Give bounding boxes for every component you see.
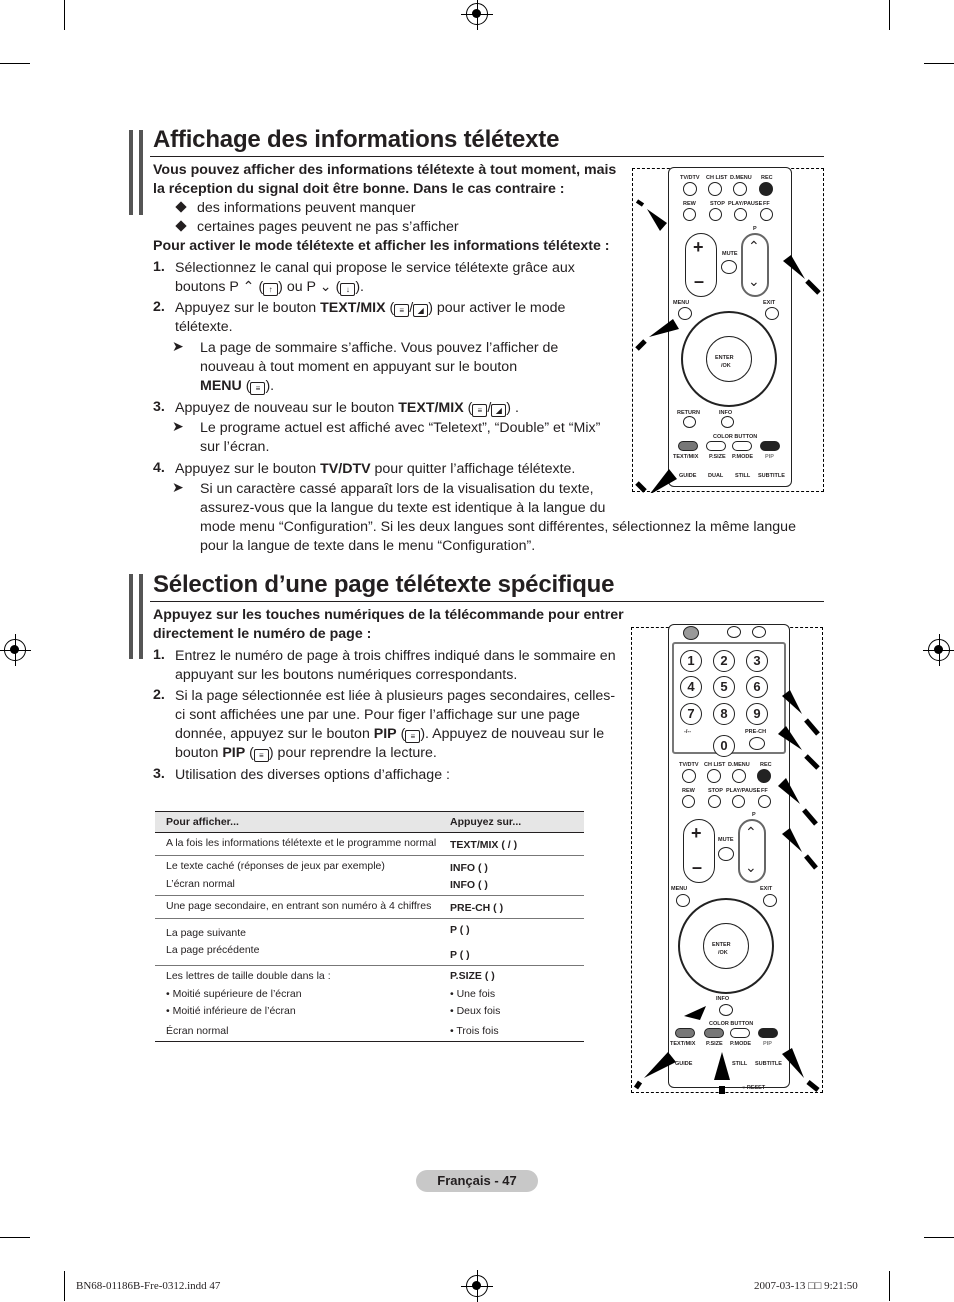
remote-label: REC (761, 175, 773, 181)
step-text: Entrez le numéro de page à trois chiffres indiqué dans le sommaire en (175, 648, 616, 664)
remote-label: MENU (673, 300, 690, 306)
table-cell: Les lettres de taille double dans la : (166, 970, 331, 982)
table-cell: Le texte caché (réponses de jeux par exemple) (166, 860, 385, 872)
digit-button[interactable]: 6 (746, 676, 768, 698)
remote-label: RETURN (677, 410, 700, 416)
plus-icon: + (691, 823, 702, 843)
pip-icon: ≡ (254, 749, 269, 762)
teletext-icon: ≡ (472, 404, 487, 417)
plus-icon: + (693, 237, 704, 257)
section-title: Sélection d’une page télétexte spécifique (153, 571, 615, 598)
remote-label: TV/DTV (679, 762, 699, 768)
table-cell: La page précédente (166, 944, 260, 956)
table-cell: • Moitié inférieure de l’écran (166, 1005, 296, 1017)
note-text: La page de sommaire s’affiche. Vous pouvez l’afficher de (200, 340, 559, 356)
step-text: Sélectionnez le canal qui propose le service télétexte grâce aux (175, 260, 575, 276)
remote-label: -/-- (684, 729, 692, 735)
step-text: télétexte. (175, 319, 233, 335)
table-rule (155, 811, 584, 812)
table-cell: • Trois fois (450, 1025, 499, 1037)
bullet-icon (175, 201, 186, 212)
note-arrow-icon: ➤ (172, 418, 184, 434)
mix-icon: ◢ (413, 304, 428, 317)
remote-label: /OK (721, 363, 731, 369)
remote-label: STILL (732, 1061, 748, 1067)
step-text: Appuyez de nouveau sur le bouton TEXT/MIX ( ≡ / ◢ ) . (175, 400, 519, 416)
chevron-up-icon: ⌃ (242, 279, 255, 295)
section-rule (150, 601, 824, 602)
remote-label: D.MENU (728, 762, 750, 768)
channel-down-icon: ↓ (340, 283, 355, 296)
remote-label: P (752, 812, 756, 818)
crop-mark (924, 1237, 954, 1238)
note-text: mode menu “Configuration”. Si les deux langues sont différentes, sélectionnez la même langue (200, 519, 796, 535)
remote-label: EXIT (763, 300, 776, 306)
note-text: Si un caractère cassé apparaît lors de la visualisation du texte, (200, 481, 594, 497)
table-cell: • Deux fois (450, 1005, 501, 1017)
remote-label: PIP (763, 1041, 772, 1047)
registration-mark-icon (466, 1275, 488, 1297)
remote-label: ENTER (712, 942, 731, 948)
table-cell: • Moitié supérieure de l’écran (166, 988, 302, 1000)
digit-button[interactable]: 8 (713, 703, 735, 725)
intro-text: la réception du signal doit être bonne. Dans le cas contraire : (153, 181, 565, 197)
step-text: boutons P ⌃ ( ↑ ) ou P ⌄ ( ↓ ). (175, 279, 364, 295)
section-title: Affichage des informations télétexte (153, 126, 560, 153)
table-rule (155, 918, 584, 919)
step-number: 1. (153, 647, 165, 663)
channel-up-icon: ↑ (263, 283, 278, 296)
note-text: pour la langue de texte dans le menu “Configuration”. (200, 538, 536, 554)
registration-mark-icon (4, 639, 26, 661)
crop-mark (64, 0, 65, 30)
step-text: Si la page sélectionnée est liée à plusieurs pages secondaires, celles- (175, 688, 616, 704)
minus-icon: – (692, 857, 703, 877)
table-rule (155, 965, 584, 966)
page-number-badge: Français - 47 (416, 1170, 538, 1192)
remote-label: PRE-CH (745, 729, 767, 735)
remote-label: SUBTITLE (755, 1061, 782, 1067)
remote-label: D.MENU (730, 175, 752, 181)
minus-icon: – (694, 271, 705, 291)
note-text: Le programe actuel est affiché avec “Teletext”, “Double” et “Mix” (200, 420, 601, 436)
remote-label: FF (761, 788, 768, 794)
remote-label: EXIT (760, 886, 773, 892)
remote-label: REW (683, 201, 696, 207)
chevron-up-icon: ⌃ (745, 824, 757, 840)
table-cell: A la fois les informations télétexte et le programme normal (166, 837, 437, 849)
note-arrow-icon: ➤ (172, 479, 184, 495)
remote-label: GUIDE (675, 1061, 693, 1067)
chevron-down-icon: ⌄ (319, 279, 332, 295)
remote-label: P.MODE (730, 1041, 751, 1047)
intro-text: Vous pouvez afficher des informations télétexte à tout moment, mais (153, 162, 617, 178)
table-cell: INFO ( ) (450, 862, 488, 874)
remote-label: DUAL (708, 473, 724, 479)
reset-circle-icon: ○ (742, 1085, 746, 1091)
pointer-arrows (633, 169, 825, 493)
teletext-icon: ≡ (394, 304, 409, 317)
crop-mark (889, 0, 890, 30)
crop-mark (0, 63, 30, 64)
table-rule (155, 855, 584, 856)
remote-label: P.MODE (732, 454, 753, 460)
section-marker (129, 574, 143, 659)
bullet-item: certaines pages peuvent ne pas s’afficher (197, 219, 459, 235)
remote-label: P (753, 226, 757, 232)
remote-label: FF (763, 201, 770, 207)
note-arrow-icon: ➤ (172, 338, 184, 354)
section-rule (150, 156, 824, 157)
table-cell: • Une fois (450, 988, 496, 1000)
intro-text: directement le numéro de page : (153, 626, 372, 642)
crop-mark (64, 1271, 65, 1301)
step-text: donnée, appuyez sur le bouton PIP ( ≡ ). Appuyez de nouveau sur le (175, 726, 605, 742)
registration-mark-icon (928, 639, 950, 661)
remote-illustration (631, 627, 823, 1093)
chevron-up-icon: ⌃ (748, 238, 760, 254)
table-cell: PRE-CH ( ) (450, 902, 504, 914)
remote-label: REW (682, 788, 695, 794)
step-number: 2. (153, 687, 165, 703)
chevron-down-icon: ⌄ (748, 273, 760, 289)
note-text: MENU ( ≡ ). (200, 378, 275, 394)
remote-label: INFO (719, 410, 733, 416)
print-slug: 2007-03-13 □□ 9:21:50 (754, 1280, 858, 1292)
crop-mark (889, 1271, 890, 1301)
bullet-item: des informations peuvent manquer (197, 200, 416, 216)
table-rule (155, 1041, 584, 1042)
note-text: assurez-vous que la langue du texte est identique à la langue du (200, 500, 606, 516)
table-cell: Écran normal (166, 1025, 229, 1037)
step-number: 2. (153, 299, 165, 315)
remote-label: P.SIZE (709, 454, 726, 460)
pointer-arrows (632, 628, 824, 1094)
digit-button[interactable]: 7 (680, 703, 702, 725)
registration-mark-icon (466, 3, 488, 25)
remote-label: CH LIST (704, 762, 726, 768)
table-cell: La page suivante (166, 927, 246, 939)
activate-heading: Pour activer le mode télétexte et afficher les informations télétexte : (153, 238, 610, 254)
crop-mark (0, 1237, 30, 1238)
step-number: 1. (153, 259, 165, 275)
section-marker (129, 130, 143, 215)
step-text: Appuyez sur le bouton TEXT/MIX ( ≡ / ◢ ) pour activer le mode (175, 300, 566, 316)
digit-button[interactable]: 2 (713, 650, 735, 672)
digit-button[interactable]: 5 (713, 676, 735, 698)
remote-label: MUTE (722, 251, 738, 257)
remote-label: PIP (765, 454, 774, 460)
remote-label: TV/DTV (680, 175, 700, 181)
digit-button[interactable]: 0 (713, 735, 735, 757)
table-cell: TEXT/MIX ( / ) (450, 839, 518, 851)
remote-label: PLAY/PAUSE (726, 788, 761, 794)
remote-label: MUTE (718, 837, 734, 843)
remote-illustration (632, 168, 824, 492)
remote-label: ENTER (715, 355, 734, 361)
remote-label: COLOR BUTTON (713, 434, 758, 440)
chevron-down-icon: ⌄ (745, 859, 757, 875)
step-number: 3. (153, 766, 165, 782)
step-text: appuyant sur les boutons numériques correspondants. (175, 667, 518, 683)
step-text: ci sont affichées une par une. Pour figer l’affichage sur une page (175, 707, 580, 723)
table-cell: P.SIZE ( ) (450, 970, 495, 982)
table-header-cell: Pour afficher... (166, 816, 239, 828)
remote-label: GUIDE (679, 473, 697, 479)
mix-icon: ◢ (491, 404, 506, 417)
remote-label: TEXT/MIX (670, 1041, 696, 1047)
pip-icon: ≡ (405, 730, 420, 743)
digit-button[interactable]: 3 (746, 650, 768, 672)
remote-label: MENU (671, 886, 688, 892)
menu-icon: ≡ (250, 382, 265, 395)
remote-label: STILL (735, 473, 751, 479)
remote-label: SUBTITLE (758, 473, 785, 479)
remote-label: PLAY/PAUSE (728, 201, 763, 207)
remote-label: STOP (708, 788, 723, 794)
remote-label: TEXT/MIX (673, 454, 699, 460)
remote-label: CH LIST (706, 175, 728, 181)
step-number: 3. (153, 399, 165, 415)
note-text: sur l’écran. (200, 439, 270, 455)
digit-button[interactable]: 9 (746, 703, 768, 725)
step-text: Utilisation des diverses options d’affichage : (175, 767, 450, 783)
table-cell: Une page secondaire, en entrant son numéro à 4 chiffres (166, 900, 432, 912)
step-text: bouton PIP ( ≡ ) pour reprendre la lecture. (175, 745, 437, 761)
digit-button[interactable]: 1 (680, 650, 702, 672)
table-rule (155, 895, 584, 896)
remote-label: INFO (716, 996, 730, 1002)
table-cell: P ( ) (450, 949, 470, 961)
table-rule (155, 832, 584, 833)
note-text: nouveau à tout moment en appuyant sur le bouton (200, 359, 518, 375)
table-cell: P ( ) (450, 924, 470, 936)
intro-text: Appuyez sur les touches numériques de la télécommande pour entrer (153, 607, 624, 623)
crop-mark (924, 63, 954, 64)
table-header-cell: Appuyez sur... (450, 816, 522, 828)
remote-label: ○ RESET (742, 1085, 766, 1091)
table-cell: INFO ( ) (450, 879, 488, 891)
step-text: Appuyez sur le bouton TV/DTV pour quitter l’affichage télétexte. (175, 461, 576, 477)
remote-label: REC (760, 762, 772, 768)
remote-label: STOP (710, 201, 725, 207)
remote-label: /OK (718, 950, 728, 956)
bullet-icon (175, 220, 186, 231)
remote-label: COLOR BUTTON (709, 1021, 754, 1027)
remote-label: P.SIZE (706, 1041, 723, 1047)
step-number: 4. (153, 460, 165, 476)
print-slug: BN68-01186B-Fre-0312.indd 47 (76, 1280, 221, 1292)
table-cell: L’écran normal (166, 878, 235, 890)
digit-button[interactable]: 4 (680, 676, 702, 698)
